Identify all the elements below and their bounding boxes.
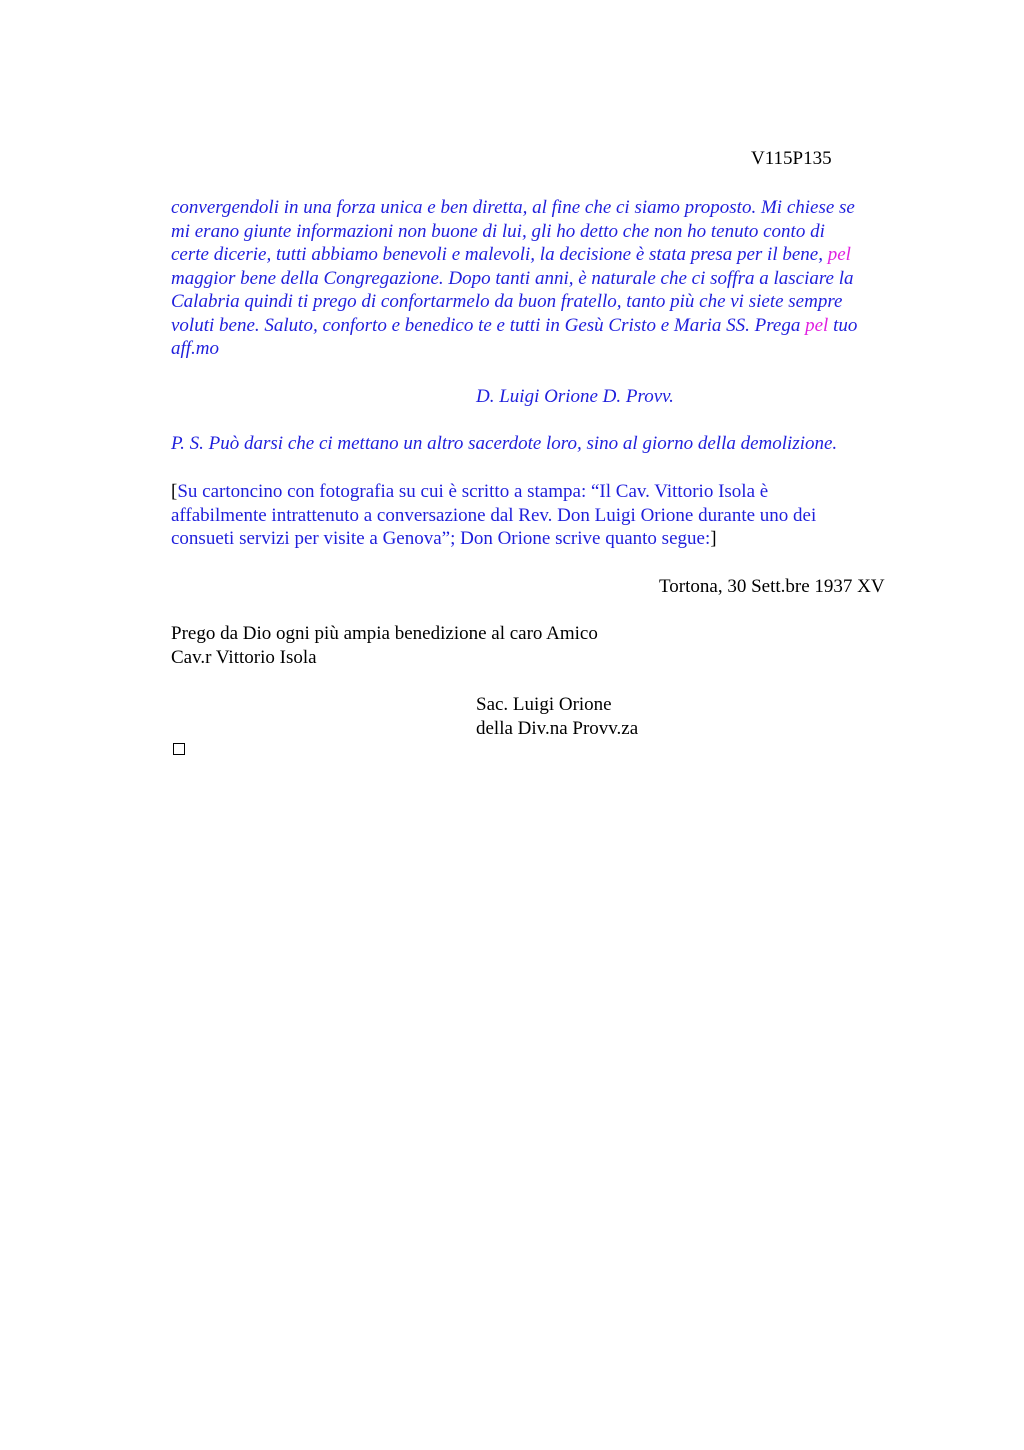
close-bracket: ]: [710, 528, 717, 549]
letter-text: maggior bene della Congregazione. Dopo tanti anni, è naturale che ci soffra a lasciare la: [171, 267, 854, 289]
empty-checkbox-icon: [173, 743, 185, 755]
letter-line: [171, 243, 857, 267]
letter-text: mi erano giunte informazioni non buone di lui, gli ho detto che non ho tenuto conto di: [171, 220, 825, 242]
letter-body: [171, 196, 857, 361]
editor-note-line: [171, 527, 816, 551]
closing-signature: [476, 693, 638, 740]
letter-line: [171, 314, 857, 338]
letter-line: [171, 196, 857, 220]
letter-line: [171, 220, 857, 244]
editor-note: [171, 480, 816, 551]
editor-note-line: [171, 480, 816, 504]
letter-text: voluti bene. Saluto, conforto e benedico te e tutti in Gesù Cristo e Maria SS. Prega: [171, 314, 806, 336]
highlighted-word: pel: [827, 244, 851, 265]
letter-text: Calabria quindi ti prego di confortarmelo da buon fratello, tanto più che vi siete sempre: [171, 291, 843, 312]
letter-text: tuo: [828, 314, 858, 336]
signature-name: Sac. Luigi Orione: [476, 694, 612, 715]
letter-line: [171, 290, 857, 314]
letter-line: [171, 267, 857, 291]
letter-text: aff.mo: [171, 338, 220, 359]
open-bracket: [: [171, 481, 178, 502]
editor-note-line: affabilmente intrattenuto a conversazione dal Rev. Don Luigi Orione durante uno dei: [171, 504, 817, 526]
signature-title: della Div.na Provv.za: [476, 717, 639, 739]
letter-text: certe dicerie, tutti abbiamo benevoli e malevoli, la decisione è stata presa per il bene,: [171, 244, 828, 265]
editor-note-text: consueti servizi per visite a Genova”; Don Orione scrive quanto segue:: [171, 528, 711, 549]
dedication-line: Prego da Dio ogni più ampia benedizione al caro Amico: [171, 623, 598, 644]
editor-note-text: Su cartoncino con fotografia su cui è scritto a stampa: “Il Cav. Vittorio Isola è: [177, 481, 769, 502]
italic-signature: D. Luigi Orione D. Provv.: [476, 386, 674, 407]
dedication-line: Cav.r Vittorio Isola: [171, 646, 317, 668]
postscript: P. S. Può darsi che ci mettano un altro sacerdote loro, sino al giorno della demolizione.: [171, 433, 838, 454]
highlighted-word: pel: [805, 314, 829, 336]
letter-line: [171, 337, 857, 361]
dateline: Tortona, 30 Sett.bre 1937 XV: [659, 576, 885, 597]
dedication: [171, 622, 598, 669]
page-reference: V115P135: [751, 148, 832, 169]
letter-text: convergendoli in una forza unica e ben diretta, al fine che ci siamo proposto. Mi chiese se: [171, 197, 855, 218]
